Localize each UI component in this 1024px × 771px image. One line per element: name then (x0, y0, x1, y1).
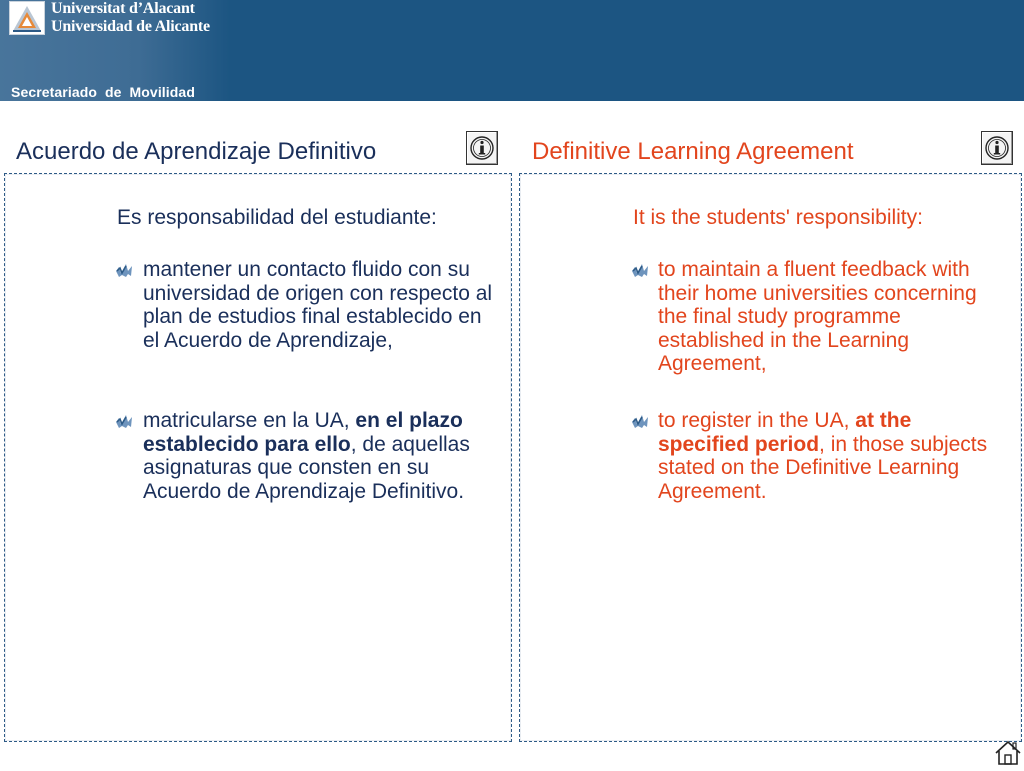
department-name: Secretariado de Movilidad (11, 84, 195, 100)
checkmark-bullet-icon (631, 262, 649, 278)
spanish-bullet-2-post: , de aquellas asignaturas que consten en su Acuerdo de Aprendizaje Definitivo. (143, 432, 470, 503)
spanish-bullet-2-bold: en el plazo establecido para ello (143, 409, 463, 456)
english-title: Definitive Learning Agreement (532, 138, 854, 165)
english-bullet-2 (658, 409, 1008, 503)
info-button-english[interactable] (981, 131, 1013, 165)
english-bullet-2-post: , in those subjects stated on the Definitive Learning Agreement. (658, 432, 988, 503)
spanish-bullet-1: mantener un contacto fluido con su universidad de origen con respecto al plan de estudios final establecido en el Acuerdo de Aprendizaje, (143, 258, 493, 352)
english-bullet-2-pre: to register in the UA, (658, 409, 856, 432)
checkmark-bullet-icon (115, 262, 133, 278)
university-name (51, 0, 210, 36)
english-bullet-2-bold: at the specified period (658, 409, 912, 456)
english-intro: It is the students' responsibility: (633, 206, 923, 229)
info-icon (982, 132, 1012, 164)
university-name-line1: Universitat d’Alacant (51, 0, 195, 17)
home-button[interactable] (994, 740, 1022, 766)
spanish-bullet-2 (143, 409, 503, 503)
checkmark-bullet-icon (631, 413, 649, 429)
spanish-bullet-2-pre: matricularse en la UA, (143, 409, 356, 432)
info-icon (467, 132, 497, 164)
header-banner (0, 0, 1024, 101)
spanish-intro: Es responsabilidad del estudiante: (117, 206, 437, 229)
university-logo (9, 1, 45, 35)
home-icon (994, 740, 1022, 766)
checkmark-bullet-icon (115, 413, 133, 429)
info-button-spanish[interactable] (466, 131, 498, 165)
english-bullet-1: to maintain a fluent feedback with their home universities concerning the final study programme established in the Learning Agreement, (658, 258, 977, 375)
spanish-title: Acuerdo de Aprendizaje Definitivo (16, 138, 377, 165)
university-name-line2: Universidad de Alicante (51, 18, 210, 35)
